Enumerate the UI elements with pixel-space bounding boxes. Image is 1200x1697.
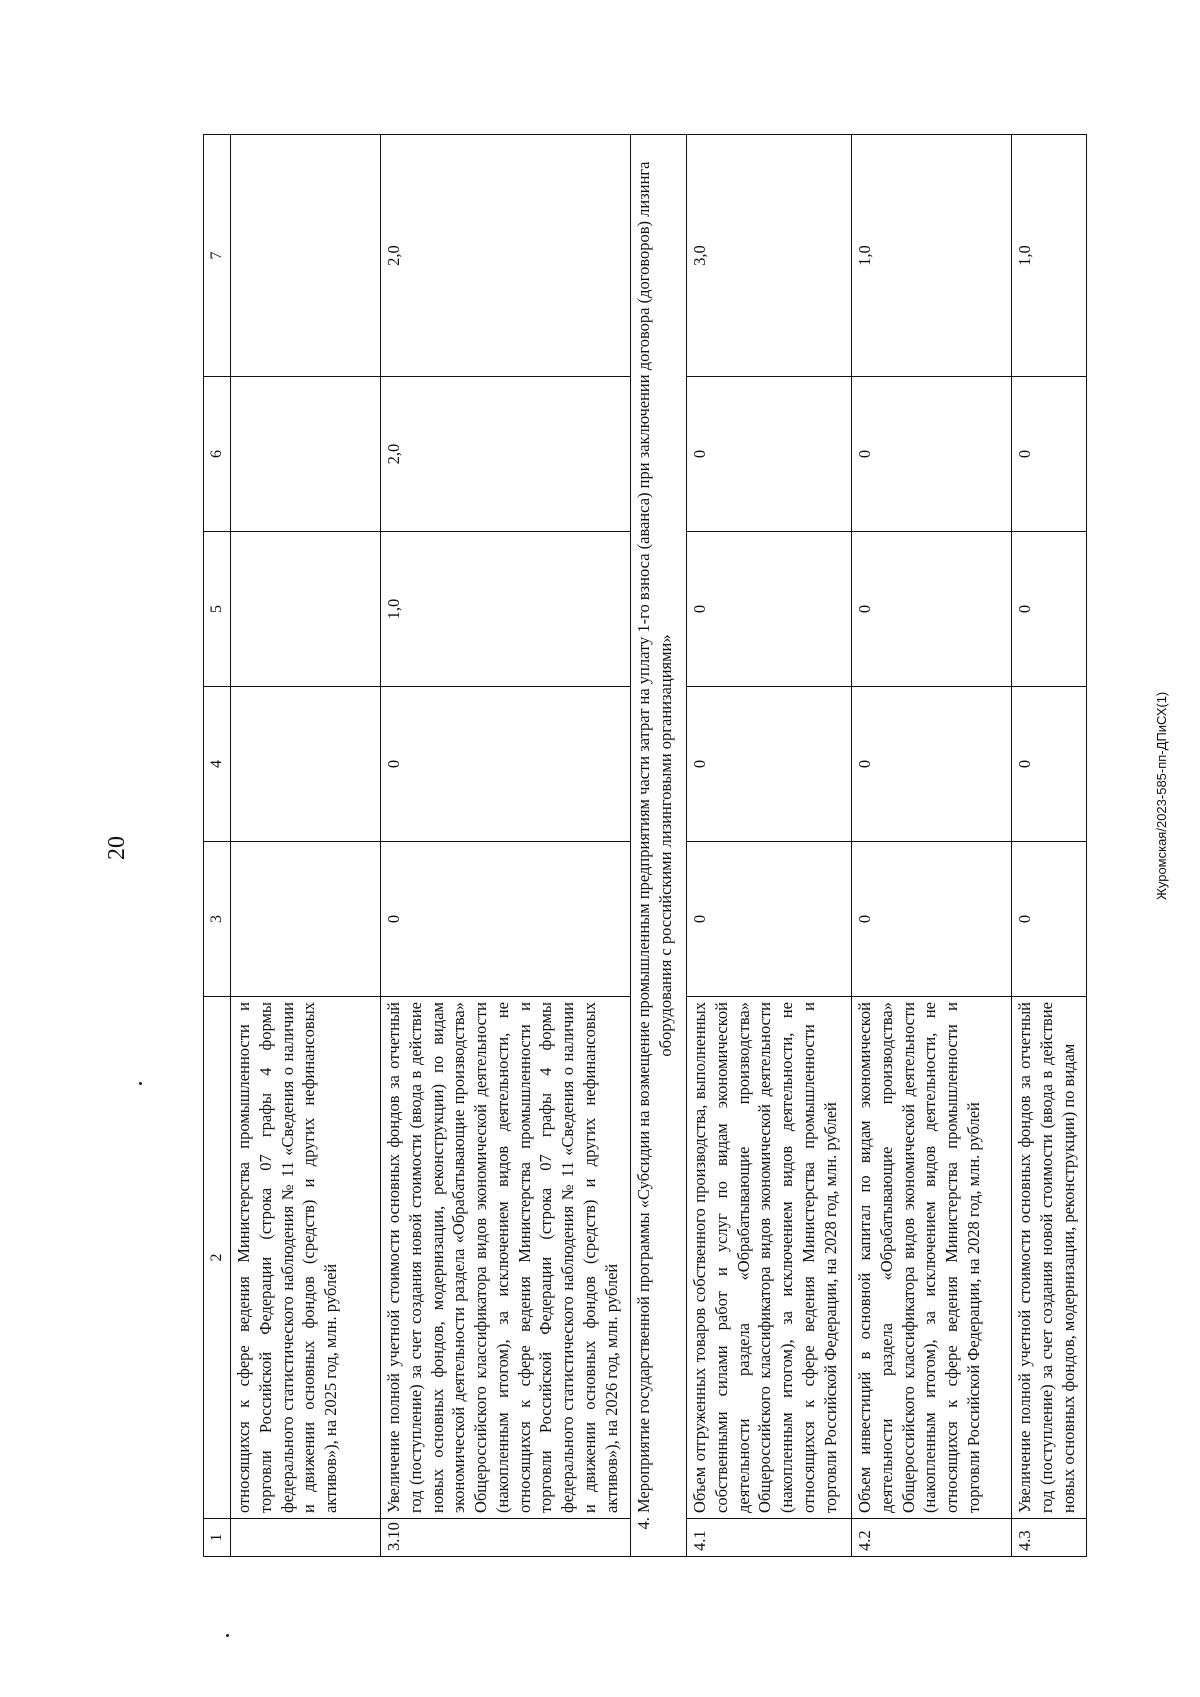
value-cell: 0 [852, 842, 1012, 997]
value-cell: 0 [1012, 532, 1087, 687]
column-header: 5 [204, 532, 231, 687]
indicator-text: Объем инвестиций в основной капитал по видам экономической деятельности раздела «Обрабатывающие производства» Общероссийского классификатора видов экономической деятельности (накопленным итогом), за исключением видов деятельности, не относящихся к сфере ведения Министерства промышленности и торговли Российской Федерации, на 2028 год, млн. рублей [852, 997, 1012, 1519]
value-cell: 0 [852, 532, 1012, 687]
scan-speck [226, 1634, 229, 1637]
row-number: 4.3 [1012, 1519, 1087, 1557]
value-cell [231, 842, 381, 997]
value-cell: 0 [1012, 687, 1087, 842]
value-cell: 0 [1012, 377, 1087, 532]
value-cell: 3,0 [687, 135, 852, 377]
column-header: 7 [204, 135, 231, 377]
table-row [381, 135, 631, 1557]
value-cell: 2,0 [381, 135, 631, 377]
table-row [231, 135, 381, 1557]
column-header: 1 [204, 1519, 231, 1557]
document-code: Журомская/2023-585-пп-ДПиСХ(1) [1154, 691, 1169, 900]
indicators-table [203, 134, 1087, 1557]
value-cell: 0 [687, 377, 852, 532]
value-cell [231, 687, 381, 842]
value-cell: 0 [687, 842, 852, 997]
row-number: 4.1 [687, 1519, 852, 1557]
value-cell [231, 377, 381, 532]
value-cell: 0 [852, 687, 1012, 842]
section-title: 4. Мероприятие государственной программы «Субсидии на возмещение промышленным предприятиям части затрат на уплату 1-го взноса (аванса) при заключении договора (договоров) лизинга оборудования с российскими лизинговыми организациями» [631, 135, 687, 1557]
page-number: 20 [104, 836, 130, 860]
column-header: 2 [204, 997, 231, 1519]
row-number: 3.10 [381, 1519, 631, 1557]
value-cell: 0 [381, 687, 631, 842]
value-cell: 1,0 [852, 135, 1012, 377]
value-cell: 0 [687, 532, 852, 687]
value-cell: 2,0 [381, 377, 631, 532]
indicator-text: относящихся к сфере ведения Министерства промышленности и торговли Российской Федерации (строка 07 графы 4 формы федерального статистического наблюдения № 11 «Сведения о наличии и движении основных фондов (средств) и других нефинансовых активов»), на 2025 год, млн. рублей [231, 997, 381, 1519]
value-cell: 1,0 [1012, 135, 1087, 377]
value-cell: 0 [852, 377, 1012, 532]
indicator-text: Объем отгруженных товаров собственного производства, выполненных собственными силами работ и услуг по видам экономической деятельности раздела «Обрабатывающие производства» Общероссийского классификатора видов экономической деятельности (накопленным итогом), за исключением видов деятельности, не относящихся к сфере ведения Министерства промышленности и торговли Российской Федерации, на 2028 год, млн. рублей [687, 997, 852, 1519]
value-cell: 0 [687, 687, 852, 842]
section-row [631, 135, 687, 1557]
column-header: 4 [204, 687, 231, 842]
indicator-text: Увеличение полной учетной стоимости основных фондов за отчетный год (поступление) за счет создания новой стоимости (ввода в действие новых основных фондов, модернизации, реконструкции) по видам [1012, 997, 1087, 1519]
rotated-table [203, 135, 1083, 1557]
indicator-text: Увеличение полной учетной стоимости основных фондов за отчетный год (поступление) за счет создания новой стоимости (ввода в действие новых основных фондов, модернизации, реконструкции) по видам экономической деятельности раздела «Обрабатывающие производства» Общероссийского классификатора видов экономической деятельности (накопленным итогом), за исключением видов деятельности, не относящихся к сфере ведения Министерства промышленности и торговли Российской Федерации (строка 07 графы 4 формы федерального статистического наблюдения № 11 «Сведения о наличии и движении основных фондов (средств) и других нефинансовых активов»), на 2026 год, млн. рублей [381, 997, 631, 1519]
row-number [231, 1519, 381, 1557]
value-cell [231, 135, 381, 377]
table-row [852, 135, 1012, 1557]
scan-speck [139, 1082, 142, 1085]
value-cell [231, 532, 381, 687]
column-header: 3 [204, 842, 231, 997]
table-row [687, 135, 852, 1557]
table-row [1012, 135, 1087, 1557]
row-number: 4.2 [852, 1519, 1012, 1557]
value-cell: 0 [381, 842, 631, 997]
value-cell: 0 [1012, 842, 1087, 997]
value-cell: 1,0 [381, 532, 631, 687]
header-row [204, 135, 231, 1557]
column-header: 6 [204, 377, 231, 532]
